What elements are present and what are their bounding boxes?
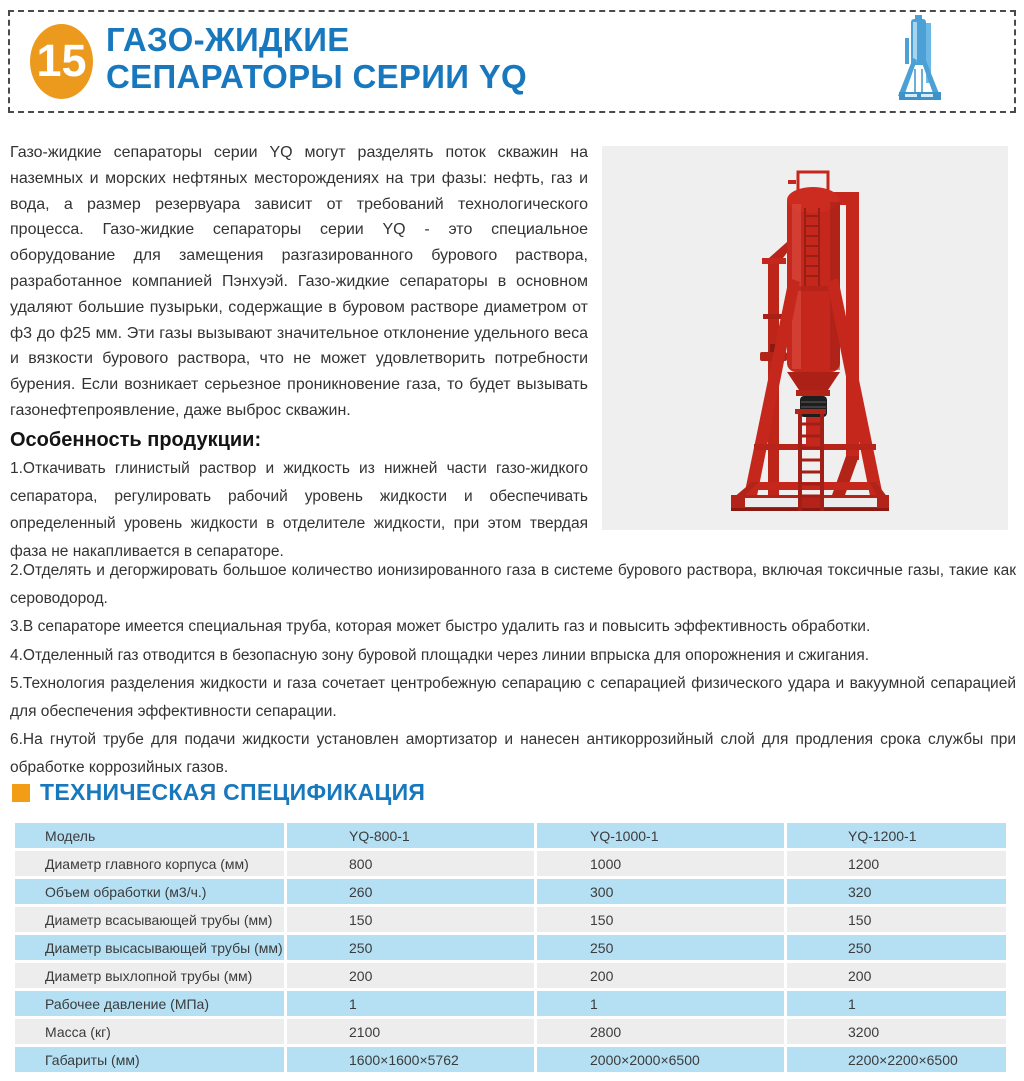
feature-item-5: 5.Технология разделения жидкости и газа сочетает центробежную сепарацию с сепарацией физического удара и вакуумной сепарацией для обеспечения эффективности сепарации.	[10, 674, 1016, 721]
table-row	[15, 851, 1006, 876]
table-cell: 2200×2200×6500	[787, 1047, 1006, 1072]
product-photo	[602, 146, 1008, 530]
row-label: Диаметр главного корпуса (мм)	[15, 851, 284, 876]
spec-table	[12, 820, 1009, 1075]
table-row	[15, 1047, 1006, 1072]
feature-item-6: 6.На гнутой трубе для подачи жидкости установлен амортизатор и нанесен антикоррозийный слой для продления срока службы при обработке коррозийных газов.	[10, 731, 1016, 777]
table-cell: 2000×2000×6500	[537, 1047, 784, 1072]
table-cell: 250	[537, 935, 784, 960]
features-list	[10, 557, 1016, 783]
table-cell: 150	[787, 907, 1006, 932]
spec-table-header-row	[15, 823, 1006, 848]
table-row	[15, 1019, 1006, 1044]
feature-item-2: 2.Отделять и дегоржировать большое количество ионизированного газа в системе бурового раствора, включая токсичные газы, такие как сероводород.	[10, 562, 1016, 608]
table-cell: 300	[537, 879, 784, 904]
table-row	[15, 907, 1006, 932]
table-cell: 1	[537, 991, 784, 1016]
table-cell: 2800	[537, 1019, 784, 1044]
table-cell: 200	[537, 963, 784, 988]
table-cell: 1200	[787, 851, 1006, 876]
table-cell: 260	[287, 879, 534, 904]
row-label: Габариты (мм)	[15, 1047, 284, 1072]
row-label: Рабочее давление (МПа)	[15, 991, 284, 1016]
table-cell: 1000	[537, 851, 784, 876]
features-heading: Особенность продукции:	[10, 429, 262, 451]
row-label: Диаметр выхлопной трубы (мм)	[15, 963, 284, 988]
table-row	[15, 879, 1006, 904]
col-header-model: Модель	[15, 823, 284, 848]
orange-square-icon	[12, 784, 30, 802]
table-cell: 1600×1600×5762	[287, 1047, 534, 1072]
row-label: Диаметр всасывающей трубы (мм)	[15, 907, 284, 932]
table-cell: 200	[287, 963, 534, 988]
table-cell: 320	[787, 879, 1006, 904]
page-title-line2: СЕПАРАТОРЫ СЕРИИ YQ	[106, 58, 528, 95]
table-cell: 1	[287, 991, 534, 1016]
intro-paragraph: Газо-жидкие сепараторы серии YQ могут разделять поток скважин на наземных и морских нефтяных месторождениях на три фазы: нефть, газ и вода, а размер резервуара зависит от требований технологического процесса. Газо-жидкие сепараторы серии YQ - это специальное оборудование для замещения разгазированного бурового раствора, разработанное компанией Пэнхуэй. Газо-жидкие сепараторы в основном удаляют большие пузырьки, содержащие в буровом растворе диаметром от ф3 до ф25 мм. Эти газы вызывают значительное отклонение удельного веса и вязкости бурового раствора, что не может удовлетворить потребности бурения. Если возникает серьезное проникновение газа, то будет вызывать газонефтепроявление, даже выброс скважин.	[10, 144, 588, 419]
table-cell: 250	[287, 935, 534, 960]
row-label: Объем обработки (м3/ч.)	[15, 879, 284, 904]
header-banner	[8, 10, 1016, 113]
feature-item-3: 3.В сепараторе имеется специальная труба, которая может быстро удалить газ и повысить эффективность обработки.	[10, 618, 871, 636]
row-label: Диаметр высасывающей трубы (мм)	[15, 935, 284, 960]
table-cell: 1	[787, 991, 1006, 1016]
feature-item-1: 1.Откачивать глинистый раствор и жидкость из нижней части газо-жидкого сепаратора, регулировать рабочий уровень жидкости и обеспечивать определенный уровень жидкости в отделителе жидкости, при этом твердая фаза не накапливается в сепараторе.	[10, 460, 588, 560]
table-cell: 150	[537, 907, 784, 932]
separator-illustration-icon	[602, 146, 1008, 530]
table-cell: 2100	[287, 1019, 534, 1044]
table-cell: 800	[287, 851, 534, 876]
page-title-line1: ГАЗО-ЖИДКИЕ	[106, 21, 350, 58]
col-header-yq-1000-1: YQ-1000-1	[537, 823, 784, 848]
spec-section-heading	[12, 779, 425, 806]
section-number-badge: 15	[30, 24, 93, 99]
col-header-yq-800-1: YQ-800-1	[287, 823, 534, 848]
table-row	[15, 963, 1006, 988]
feature-item-4: 4.Отделенный газ отводится в безопасную зону буровой площадки через линии впрыска для опорожнения и сжигания.	[10, 646, 870, 664]
table-row	[15, 991, 1006, 1016]
row-label: Масса (кг)	[15, 1019, 284, 1044]
table-cell: 250	[787, 935, 1006, 960]
separator-thumbnail-icon	[891, 14, 948, 108]
table-row	[15, 935, 1006, 960]
spec-heading-text: ТЕХНИЧЕСКАЯ СПЕЦИФИКАЦИЯ	[40, 779, 426, 805]
table-cell: 3200	[787, 1019, 1006, 1044]
col-header-yq-1200-1: YQ-1200-1	[787, 823, 1006, 848]
table-cell: 200	[787, 963, 1006, 988]
page-title	[106, 21, 527, 95]
table-cell: 150	[287, 907, 534, 932]
